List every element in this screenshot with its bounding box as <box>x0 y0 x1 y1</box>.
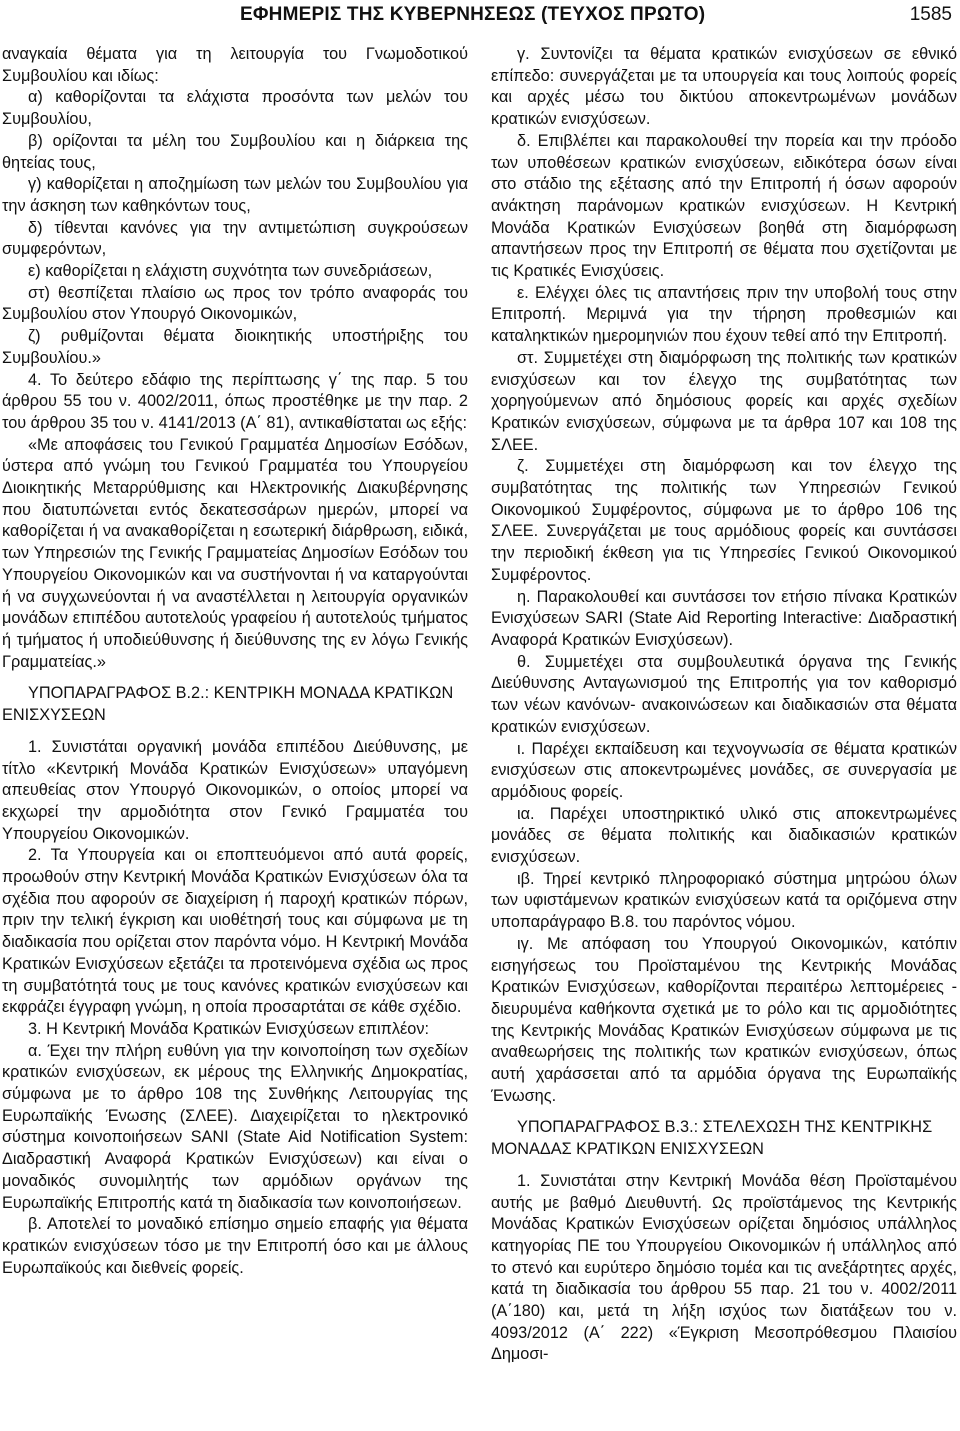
paragraph: 2. Τα Υπουργεία και οι εποπτευόμενοι από αυτά φορείς, προωθούν στην Κεντρική Μονάδα Κρατικών Ενισχύσεων όλα τα σχέδια που αφορούν σε διαχείριση ή παροχή κρατικών πόρων, πριν την τελική έγκριση και υιοθέτησή τους και σύμφωνα με τη διαδικασία που ορίζεται στον παρόντα νόμο. Η Κεντρική Μονάδα Κρατικών Ενισχύσεων εξετάζει τα προτεινόμενα σχέδια ως προς τη συμβατότητά τους με τους κανόνες κρατικών ενισχύσεων και εκφράζει έγγραφη γνώμη, η οποία προσαρτάται σε κάθε σχέδιο. <box>2 846 468 1017</box>
page-header <box>0 0 960 34</box>
paragraph: ε. Ελέγχει όλες τις απαντήσεις πριν την υποβολή τους στην Επιτροπή. Μεριμνά για την τήρηση προθεσμιών και καταληκτικών ημερομηνιών που έχουν τεθεί από την Επιτροπή. <box>491 283 957 346</box>
paragraph: δ. Επιβλέπει και παρακολουθεί την πορεία και την πρόοδο των υποθέσεων κρατικών ενισχύσεων, ειδικότερα όσων είναι στο στάδιο της εξέτασης από την Επιτροπή ή όσων αφορούν ανάκτηση παράνομων κρατικών ενισχύσεων. Η Κεντρική Μονάδα Κρατικών Ενισχύσεων βοηθά στη διαμόρφωση απαντήσεων προς την Επιτροπή σε θέματα που σχετίζονται με τις Κρατικές Ενισχύσεις. <box>491 131 957 281</box>
gazette-title: ΕΦΗΜΕΡΙΣ ΤΗΣ ΚΥΒΕΡΝΗΣΕΩΣ (ΤΕΥΧΟΣ ΠΡΩΤΟ) <box>240 4 706 25</box>
paragraph: α. Έχει την πλήρη ευθύνη για την κοινοποίηση των σχεδίων κρατικών ενισχύσεων, εκ μέρους της Ελληνικής Δημοκρατίας, σύμφωνα με το άρθρο 108 της Συνθήκης Λειτουργίας της Ευρωπαϊκής Ένωσης (ΣΛΕΕ). Διαχειρίζεται το ηλεκτρονικό σύστημα κοινοποιήσεων SANI (State Aid Notification System: Διαδραστική Αναφορά Κρατικών Ενισχύσεων) και είναι ο μοναδικός συνομιλητής των αρμόδιων οργάνων της Ευρωπαϊκής Επιτροπής κατά τη διαδικασία των κοινοποιήσεων. <box>2 1041 468 1212</box>
paragraph: 4. Το δεύτερο εδάφιο της περίπτωσης γ΄ της παρ. 5 του άρθρου 55 του ν. 4002/2011, όπως προστέθηκε με την παρ. 2 του άρθρου 35 του ν. 4141/2013 (Α΄ 81), αντικαθίσταται ως εξής: <box>2 370 468 432</box>
paragraph: ε) καθορίζεται η ελάχιστη συχνότητα των συνεδριάσεων, <box>28 262 433 281</box>
paragraph: ιγ. Με απόφαση του Υπουργού Οικονομικών, κατόπιν εισηγήσεως του Προϊσταμένου της Κεντρικής Μονάδας Κρατικών Ενισχύσεων, καθορίζονται περαιτέρω λεπτομέρειες - διευρυμένα καθήκοντα σχετικά με το ρόλο και τις αρμοδιότητες της Κεντρικής Μονάδας Κρατικών Ενισχύσεων σύμφωνα με τις αναθεωρήσεις της πολιτικής των κρατικών ενισχύσεων, όπως αυτή χαράσσεται από τα αρμόδια όργανα της Ευρωπαϊκής Ένωσης. <box>491 934 957 1105</box>
paragraph: η. Παρακολουθεί και συντάσσει τον ετήσιο πίνακα Κρατικών Ενισχύσεων SARI (State Aid Reporting Interactive: Διαδραστική Αναφορά Κρατικών Ενισχύσεων). <box>491 587 957 649</box>
paragraph: α) καθορίζονται τα ελάχιστα προσόντα των μελών του Συμβουλίου, <box>2 88 468 129</box>
paragraph: δ) τίθενται κανόνες για την αντιμετώπιση συγκρούσεων συμφερόντων, <box>2 218 468 259</box>
paragraph: αναγκαία θέματα για τη λειτουργία του Γνωμοδοτικού Συμβουλίου και ιδίως: <box>2 45 468 85</box>
paragraph: 1. Συνιστάται στην Κεντρική Μονάδα θέση Προϊσταμένου αυτής με βαθμό Διευθυντή. Ως προϊστάμενος της Κεντρικής Μονάδας Κρατικών Ενισχύσεων ορίζεται δημόσιος υπάλληλος κατηγορίας ΠΕ του Υπουργείου Οικονομικών ή υπάλληλος από το στενό και ευρύτερο δημόσιο τομέα και τις ανεξάρτητες αρχές, κατά τη διαδικασία του άρθρου 55 παρ. 21 του ν. 4002/2011 (Α΄180) και, μετά τη λήξη ισχύος των διατάξεων του ν. 4093/2012 (Α΄ 222) «Έγκριση Μεσοπρόθεσμου Πλαισίου Δημοσι- <box>491 1171 957 1364</box>
paragraph: «Με αποφάσεις του Γενικού Γραμματέα Δημοσίων Εσόδων, ύστερα από γνώμη του Γενικού Γραμματέα του Υπουργείου Διοικητικής Μεταρρύθμισης και Ηλεκτρονικής Διακυβέρνησης που διατυπώνεται εντός δεκατεσσάρων ημερών, μπορεί να καθορίζεται ή να ανακαθορίζεται η εσωτερική διάρθρωση, ειδικά, των Υπηρεσιών της Γενικής Γραμματείας Δημοσίων Εσόδων του Υπουργείου Οικονομικών και να συστήνονται ή να καταργούνται ή να συγχωνεύονται ή να αναστέλλεται η λειτουργία οργανικών μονάδων επιπέδου αυτοτελούς γραφείου ή αυτοτελούς τμήματος ή τμήματος ή υποδιεύθυνσης ή διεύθυνσης της εν λόγω Γενικής Γραμματείας.» <box>2 435 468 671</box>
paragraph: θ. Συμμετέχει στα συμβουλευτικά όργανα της Γενικής Διεύθυνσης Ανταγωνισμού της Επιτροπής για τον καθορισμό των νέων κανόνων- ανακοινώσεων και διαδικασιών στα θέματα κρατικών ενισχύσεων. <box>491 652 957 736</box>
right-column <box>491 44 957 1366</box>
section-heading: ΥΠΟΠΑΡΑΓΡΑΦΟΣ Β.2.: ΚΕΝΤΡΙΚΗ ΜΟΝΑΔΑ ΚΡΑΤΙΚΩΝ ΕΝΙΣΧΥΣΕΩΝ <box>2 684 454 725</box>
paragraph: ια. Παρέχει υποστηρικτικό υλικό στις αποκεντρωμένες μονάδες σε θέματα πολιτικής και διαδικασιών κρατικών ενισχύσεων. <box>491 804 957 867</box>
paragraph: γ) καθορίζεται η αποζημίωση των μελών του Συμβουλίου για την άσκηση των καθηκόντων τους, <box>2 175 468 215</box>
section-heading: ΥΠΟΠΑΡΑΓΡΑΦΟΣ Β.3.: ΣΤΕΛΕΧΩΣΗ ΤΗΣ ΚΕΝΤΡΙΚΗΣ ΜΟΝΑΔΑΣ ΚΡΑΤΙΚΩΝ ΕΝΙΣΧΥΣΕΩΝ <box>491 1118 933 1159</box>
paragraph: β) ορίζονται τα μέλη του Συμβουλίου και η διάρκεια της θητείας τους, <box>2 131 468 172</box>
paragraph: β. Αποτελεί το μοναδικό επίσημο σημείο επαφής για θέματα κρατικών ενισχύσεων τόσο με την Επιτροπή όσο και με άλλους Ευρωπαϊκούς και διεθνείς φορείς. <box>2 1215 468 1277</box>
paragraph: ιβ. Τηρεί κεντρικό πληροφοριακό σύστημα μητρώου όλων των υφιστάμενων κρατικών ενισχύσεων κατά τα οριζόμενα στην υποπαράγραφο Β.8. του παρόντος νόμου. <box>491 869 957 932</box>
paragraph: 3. Η Κεντρική Μονάδα Κρατικών Ενισχύσεων επιπλέον: <box>28 1019 429 1038</box>
paragraph: γ. Συντονίζει τα θέματα κρατικών ενισχύσεων σε εθνικό επίπεδο: συνεργάζεται με τα υπουργεία και τους λοιπούς φορείς και αρχές μέσω του δικτύου αποκεντρωμένων μονάδων κρατικών ενισχύσεων. <box>491 45 957 129</box>
left-column <box>2 44 468 1279</box>
paragraph: στ) θεσπίζεται πλαίσιο ως προς τον τρόπο αναφοράς του Συμβουλίου στον Υπουργό Οικονομικών, <box>2 283 468 324</box>
paragraph: ι. Παρέχει εκπαίδευση και τεχνογνωσία σε θέματα κρατικών ενισχύσεων στις αποκεντρωμένες μονάδες, σε συνεργασία με αρμόδιους φορείς. <box>491 739 957 801</box>
paragraph: στ. Συμμετέχει στη διαμόρφωση της πολιτικής των κρατικών ενισχύσεων και τον έλεγχο της συμβατότητας των χορηγούμενων από δημόσιους φορείς και αρχές σχεδίων Κρατικών ενισχύσεων, σύμφωνα με τα άρθρα 107 και 108 της ΣΛΕΕ. <box>491 348 957 454</box>
paragraph: ζ. Συμμετέχει στη διαμόρφωση και τον έλεγχο της συμβατότητας της πολιτικής των Υπηρεσιών Γενικού Οικονομικού Συμφέροντος, σύμφωνα με το άρθρο 106 της ΣΛΕΕ. Συνεργάζεται με τους αρμόδιους φορείς και συντάσσει την περιοδική έκθεση για τις Υπηρεσίες Γενικού Οικονομικού Συμφέροντος. <box>491 457 957 584</box>
page-number: 1585 <box>909 4 952 25</box>
paragraph: ζ) ρυθμίζονται θέματα διοικητικής υποστήριξης του Συμβουλίου.» <box>2 327 468 367</box>
paragraph: 1. Συνιστάται οργανική μονάδα επιπέδου Διεύθυνσης, με τίτλο «Κεντρική Μονάδα Κρατικών Ενισχύσεων» υπαγόμενη απευθείας στον Υπουργό Οικονομικών, ο οποίος μπορεί να εκχωρεί την αρμοδιότητα στον Γενικό Γραμματέα του Υπουργείου Οικονομικών. <box>2 737 468 843</box>
